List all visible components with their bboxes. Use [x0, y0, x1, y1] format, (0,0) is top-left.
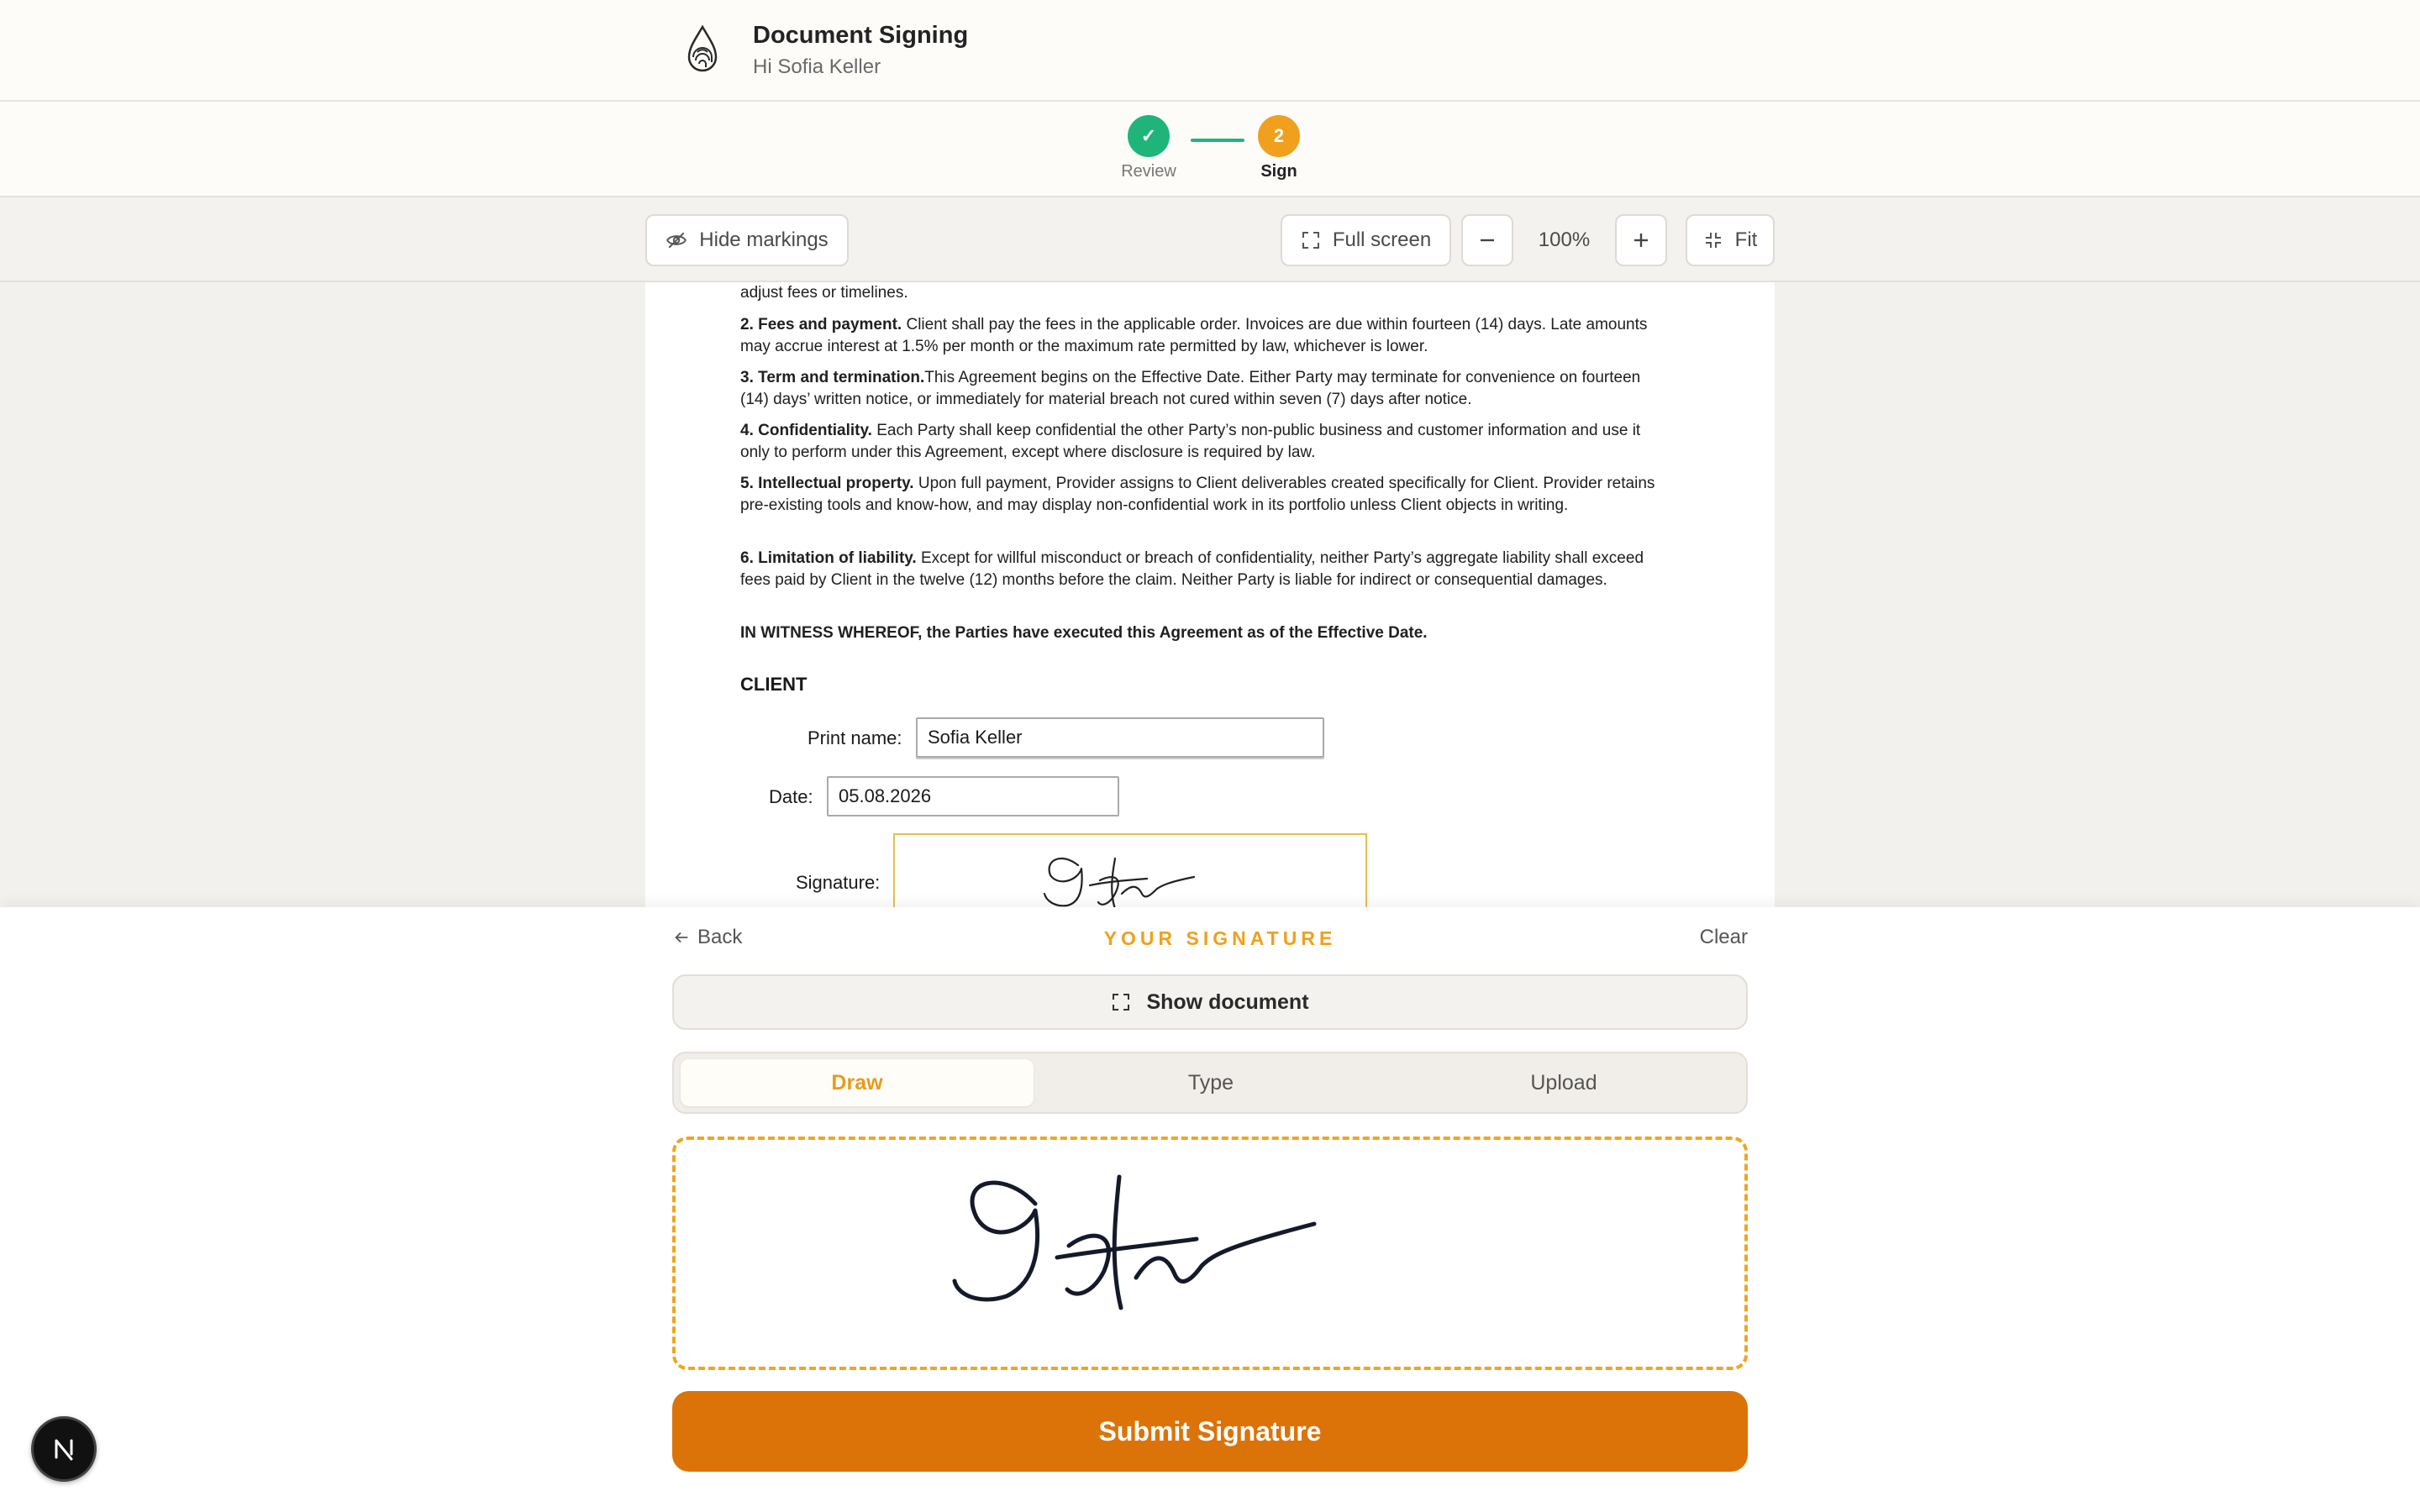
signature-panel-title: YOUR SIGNATURE	[1103, 927, 1337, 949]
clause-text: Client shall pay the fees in the applicable order. Invoices are due within fourteen (14) days. Late amounts may accrue interest at 1.5% per month or the maximum rate permitted by law, whichever is lower.	[740, 316, 1648, 355]
tab-draw[interactable]: Draw	[681, 1059, 1034, 1106]
clause-heading: 6. Limitation of liability.	[740, 549, 917, 567]
submit-signature-button[interactable]: Submit Signature	[672, 1391, 1748, 1472]
clause-heading: 2. Fees and payment.	[740, 316, 902, 333]
print-name-label: Print name:	[808, 727, 902, 748]
clause-3	[740, 367, 1673, 411]
step-sign-number: 2	[1258, 115, 1300, 157]
clause-text: Each Party shall keep confidential the other Party’s non-public business and customer information and use it only to perform under this Agreement, except where disclosure is required by law.	[740, 422, 1641, 461]
eye-off-icon	[666, 229, 687, 251]
signature-mode-tabs	[672, 1052, 1748, 1114]
arrow-left-icon	[672, 928, 691, 947]
tab-upload[interactable]: Upload	[1530, 1070, 1597, 1095]
fit-label: Fit	[1734, 228, 1758, 251]
expand-icon	[1301, 230, 1321, 250]
back-button[interactable]	[672, 926, 742, 949]
show-document-button[interactable]	[672, 974, 1748, 1030]
clause-heading: 4. Confidentiality.	[740, 422, 872, 439]
print-name-field[interactable]: Sofia Keller	[916, 717, 1324, 758]
document-page[interactable]	[645, 282, 1775, 907]
n-letter-icon	[47, 1432, 81, 1466]
clause-2	[740, 314, 1673, 358]
clause-text: Except for willful misconduct or breach of confidentiality, neither Party’s aggregate liability shall exceed fees paid by Client in the twelve (12) months before the claim. Neither Party is liable for indirect or consequential damages.	[740, 549, 1644, 589]
clear-button[interactable]: Clear	[1699, 926, 1748, 948]
nextjs-logo-icon[interactable]	[31, 1416, 97, 1482]
fit-button[interactable]	[1686, 214, 1775, 266]
shrink-icon	[1703, 230, 1723, 250]
back-label: Back	[697, 926, 743, 948]
witness-statement: IN WITNESS WHEREOF, the Parties have executed this Agreement as of the Effective Date.	[740, 624, 1428, 642]
fingerprint-drop-icon	[682, 24, 723, 74]
drawn-signature	[676, 1140, 1744, 1367]
hide-markings-label: Hide markings	[699, 228, 829, 251]
signature-preview	[895, 835, 1369, 907]
plus-icon	[1631, 230, 1651, 250]
zoom-level: 100%	[1538, 228, 1591, 251]
page-title: Document Signing	[753, 22, 969, 49]
tab-type[interactable]: Type	[1187, 1070, 1234, 1095]
minus-icon	[1477, 230, 1497, 250]
clause-1	[740, 282, 1673, 304]
clause-text: Upon full payment, Provider assigns to Client deliverables created specifically for Client. Provider retains pre-existing tools and know-how, and may display non-confidential work in its portfolio unless Client objects in writing.	[740, 475, 1655, 514]
signature-field[interactable]	[893, 833, 1367, 907]
date-label: Date:	[769, 786, 813, 807]
clause-text: adjust fees or timelines.	[740, 284, 908, 302]
clause-6	[740, 548, 1673, 591]
client-heading: CLIENT	[740, 674, 808, 695]
document-toolbar	[0, 197, 2420, 282]
step-review-check-icon: ✓	[1128, 115, 1170, 157]
clause-4	[740, 420, 1673, 464]
signature-draw-pad[interactable]	[672, 1137, 1748, 1370]
user-greeting: Hi Sofia Keller	[753, 55, 881, 78]
clause-text: This Agreement begins on the Effective Date. Either Party may terminate for convenience on fourteen (14) days’ written notice, or immediately for material breach not cured within seven (7) days after notice.	[740, 369, 1641, 408]
step-connector	[1191, 139, 1244, 142]
expand-icon	[1111, 992, 1131, 1012]
step-review-label: Review	[1121, 162, 1176, 181]
signature-panel	[0, 907, 2420, 1512]
zoom-in-button[interactable]	[1615, 214, 1667, 266]
zoom-out-button[interactable]	[1461, 214, 1513, 266]
full-screen-label: Full screen	[1332, 228, 1432, 251]
date-field[interactable]: 05.08.2026	[827, 776, 1119, 816]
hide-markings-button[interactable]	[645, 214, 849, 266]
app-header	[0, 0, 2420, 102]
clause-heading: 3. Term and termination.	[740, 369, 925, 386]
full-screen-button[interactable]	[1281, 214, 1451, 266]
show-document-label: Show document	[1146, 990, 1309, 1014]
clause-5	[740, 473, 1673, 517]
clause-heading: 5. Intellectual property.	[740, 475, 914, 492]
step-sign-label: Sign	[1260, 162, 1297, 181]
progress-stepper	[0, 102, 2420, 197]
signature-label: Signature:	[796, 872, 881, 893]
